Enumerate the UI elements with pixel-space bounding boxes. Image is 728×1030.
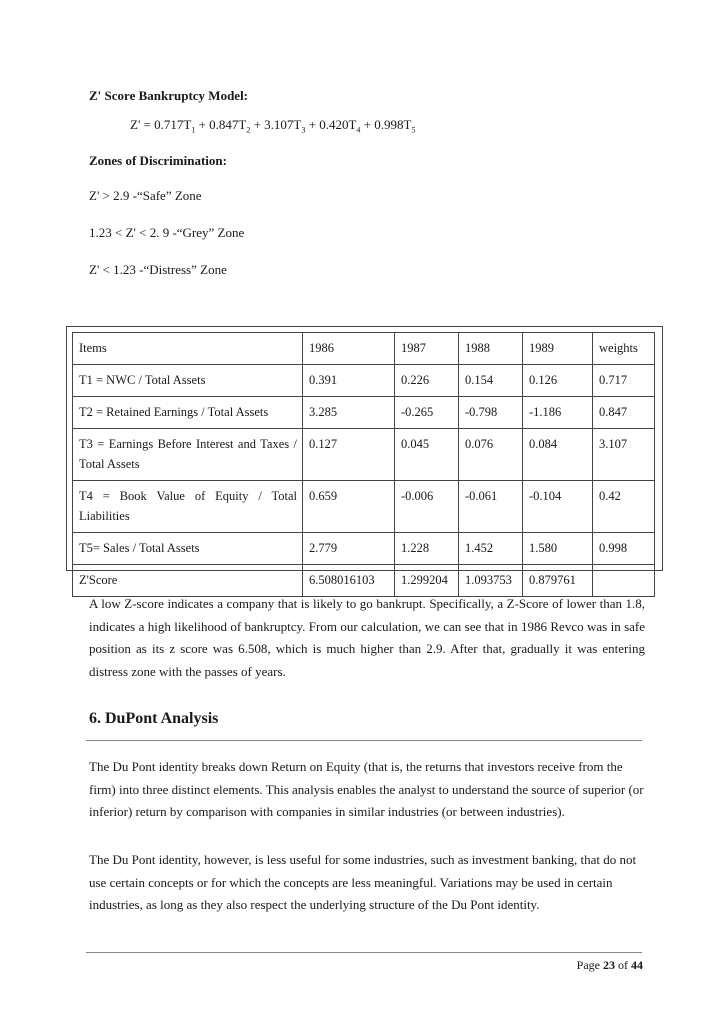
- table-cell: -1.186: [523, 397, 593, 429]
- z-score-formula: [130, 117, 415, 135]
- formula-sub-2: 2: [246, 125, 251, 135]
- table-row: [73, 429, 655, 481]
- table-cell: 2.779: [303, 533, 395, 565]
- dupont-paragraph-2: The Du Pont identity, however, is less useful for some industries, such as investment banking, that do not use certain concepts or for which the concepts are less meaningful. Variations may be used in certain industries, as long as they also respect the underlying structure of the Du Pont identity.: [89, 852, 637, 912]
- table-cell: -0.798: [459, 397, 523, 429]
- table-cell: T3 = Earnings Before Interest and Taxes / Total Assets: [73, 429, 303, 481]
- table-cell: 0.045: [395, 429, 459, 481]
- table-header-row: [73, 333, 655, 365]
- header-1986: 1986: [303, 333, 395, 365]
- table-cell: T4 = Book Value of Equity / Total Liabilities: [73, 481, 303, 533]
- table-cell: 0.847: [593, 397, 655, 429]
- zones-title: Zones of Discrimination:: [89, 153, 227, 168]
- of-label: of: [615, 958, 631, 972]
- formula-term-4: + 0.420T: [305, 117, 357, 132]
- zone-safe: Z' > 2.9 -“Safe” Zone: [89, 188, 202, 203]
- table-cell: 0.717: [593, 365, 655, 397]
- table-cell: Z'Score: [73, 565, 303, 597]
- formula-sub-3: 3: [301, 125, 306, 135]
- section-divider: [86, 740, 642, 741]
- dupont-paragraph-1: The Du Pont identity breaks down Return on Equity (that is, the returns that investors receive from the firm) into three distinct elements. This analysis enables the analyst to understand the source of superior (or inferior) return by comparison with companies in similar industries (or between industries).: [89, 759, 644, 819]
- table-cell: 0.154: [459, 365, 523, 397]
- header-1989: 1989: [523, 333, 593, 365]
- formula-sub-4: 4: [356, 125, 361, 135]
- formula-term-3: + 3.107T: [250, 117, 302, 132]
- table-cell: 0.076: [459, 429, 523, 481]
- header-items: Items: [73, 333, 303, 365]
- z-score-table: [72, 332, 655, 597]
- table-cell: 3.285: [303, 397, 395, 429]
- formula-term-5: + 0.998T: [360, 117, 412, 132]
- total-pages: 44: [631, 958, 643, 972]
- table-cell: 1.452: [459, 533, 523, 565]
- table-cell: T5= Sales / Total Assets: [73, 533, 303, 565]
- header-weights: weights: [593, 333, 655, 365]
- table-cell: 0.42: [593, 481, 655, 533]
- table-row: [73, 481, 655, 533]
- table-cell: 0.879761: [523, 565, 593, 597]
- table-cell: 1.093753: [459, 565, 523, 597]
- z-score-paragraph: A low Z-score indicates a company that is likely to go bankrupt. Specifically, a Z-Score of lower than 1.8, indicates a high likelihood of bankruptcy. From our calculation, we can see that in 1986 Revco was in safe position as its z score was 6.508, which is much higher than 2.9. After that, gradually it was entering distress zone with the passes of years.: [89, 596, 645, 679]
- table-row: [73, 397, 655, 429]
- table-cell: 1.299204: [395, 565, 459, 597]
- table-row: [73, 533, 655, 565]
- page-label: Page: [576, 958, 603, 972]
- table-cell: 0.998: [593, 533, 655, 565]
- table-cell: 6.508016103: [303, 565, 395, 597]
- header-1988: 1988: [459, 333, 523, 365]
- table-cell: 0.126: [523, 365, 593, 397]
- table-row: [73, 565, 655, 597]
- table-cell: -0.265: [395, 397, 459, 429]
- formula-sub-1: 1: [191, 125, 196, 135]
- table-cell: T1 = NWC / Total Assets: [73, 365, 303, 397]
- formula-sub-5: 5: [411, 125, 416, 135]
- table-row: [73, 365, 655, 397]
- formula-term-2: + 0.847T: [195, 117, 247, 132]
- table-cell: 1.580: [523, 533, 593, 565]
- zone-distress: Z' < 1.23 -“Distress” Zone: [89, 262, 227, 277]
- header-1987: 1987: [395, 333, 459, 365]
- model-title: Z' Score Bankruptcy Model:: [89, 88, 249, 103]
- zone-grey: 1.23 < Z' < 2. 9 -“Grey” Zone: [89, 225, 245, 240]
- page-number: 23: [603, 958, 615, 972]
- formula-term-1: Z' = 0.717T: [130, 117, 192, 132]
- table-cell: -0.104: [523, 481, 593, 533]
- table-cell: [593, 565, 655, 597]
- table-cell: 0.659: [303, 481, 395, 533]
- table-cell: 3.107: [593, 429, 655, 481]
- section-title: 6. DuPont Analysis: [89, 710, 219, 727]
- footer-divider: [86, 952, 642, 953]
- table-cell: -0.006: [395, 481, 459, 533]
- table-cell: -0.061: [459, 481, 523, 533]
- table-cell: 0.084: [523, 429, 593, 481]
- page-footer: [577, 958, 643, 973]
- table-cell: 0.127: [303, 429, 395, 481]
- table-cell: 0.391: [303, 365, 395, 397]
- table-cell: T2 = Retained Earnings / Total Assets: [73, 397, 303, 429]
- table-cell: 0.226: [395, 365, 459, 397]
- table-cell: 1.228: [395, 533, 459, 565]
